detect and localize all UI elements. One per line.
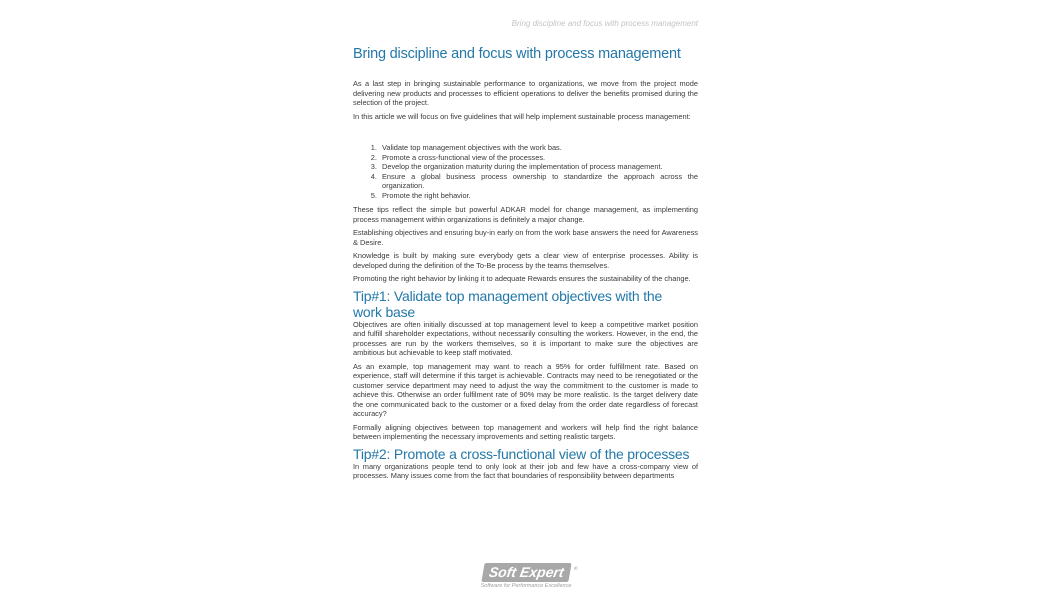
body-paragraph: Establishing objectives and ensuring buy-in early on from the work base answers the need for Awareness & Desire.	[353, 228, 698, 247]
body-paragraph: These tips reflect the simple but powerful ADKAR model for change management, as implementing process management within organizations is definitely a major change.	[353, 205, 698, 224]
guideline-item: 3. Develop the organization maturity during the implementation of process management.	[379, 162, 698, 172]
guidelines-list	[353, 143, 698, 200]
body-paragraph: Promoting the right behavior by linking it to adequate Rewards ensures the sustainability of the change.	[353, 274, 691, 283]
guideline-item: 1. Validate top management objectives with the work bas.	[379, 143, 698, 153]
tip1-section	[353, 288, 698, 442]
body-paragraph: Formally aligning objectives between top management and workers will help find the right balance between implementing the necessary improvements and setting realistic targets.	[353, 422, 698, 441]
body-paragraph: As an example, top management may want to reach a 95% for order fulfillment rate. Based on experience, staff will determine if this target is achievable. Contracts may need to be renegotiated or the customer service department may need to adjust the way the commitment to the customer is made to achieve this. Otherwise an order fulfilment rate of 90% may be more realistic. Is the target delivery date the one communicated back to the customer or a fixed delay from the order date regardless of forecast accuracy?	[353, 361, 698, 418]
body-paragraph: In many organizations people tend to only look at their job and few have a cross-company view of processes. Many issues come from the fact that boundaries of responsibility between departments	[353, 461, 698, 480]
tip1-heading: Tip#1: Validate top management objectives with the work base	[353, 287, 663, 320]
body-paragraph: Knowledge is built by making sure everybody gets a clear view of enterprise processes. Ability is developed during the definition of the To-Be process by the teams themselves.	[353, 251, 698, 270]
intro-paragraph: As a last step in bringing sustainable performance to organizations, we move from the project mode delivering new products and processes to efficient operations to deliver the benefits promised during the selection of the project.	[353, 79, 698, 107]
document-page	[353, 46, 698, 485]
logo-tagline: Software for Performance Excellence	[480, 583, 572, 589]
tip2-heading: Tip#2: Promote a cross-functional view of the processes	[353, 445, 690, 462]
registered-mark: ®	[572, 566, 578, 572]
guideline-item: 2. Promote a cross-functional view of the processes.	[379, 153, 698, 163]
page-title: Bring discipline and focus with process management	[353, 46, 681, 62]
body-paragraph: Objectives are often initially discussed at top management level to keep a competitive market position and fulfill shareholder expectations, without necessarily consulting the workers. However, in the end, the processes are run by the workers themselves, so it is important to make sure the objectives are ambitious but achievable to keep staff motivated.	[353, 319, 698, 357]
intro-section	[353, 79, 698, 284]
logo-name: Soft Expert	[487, 564, 565, 580]
running-header: Bring discipline and focus with process management	[511, 19, 698, 28]
guideline-item: 5. Promote the right behavior.	[379, 191, 698, 201]
tip2-section	[353, 446, 698, 481]
intro-paragraph: In this article we will focus on five guidelines that will help implement sustainable process management:	[353, 111, 691, 121]
guideline-item: 4. Ensure a global business process ownership to standardize the approach across the organization.	[379, 172, 698, 191]
logo-wordmark	[481, 563, 578, 582]
softexpert-logo	[471, 563, 581, 589]
